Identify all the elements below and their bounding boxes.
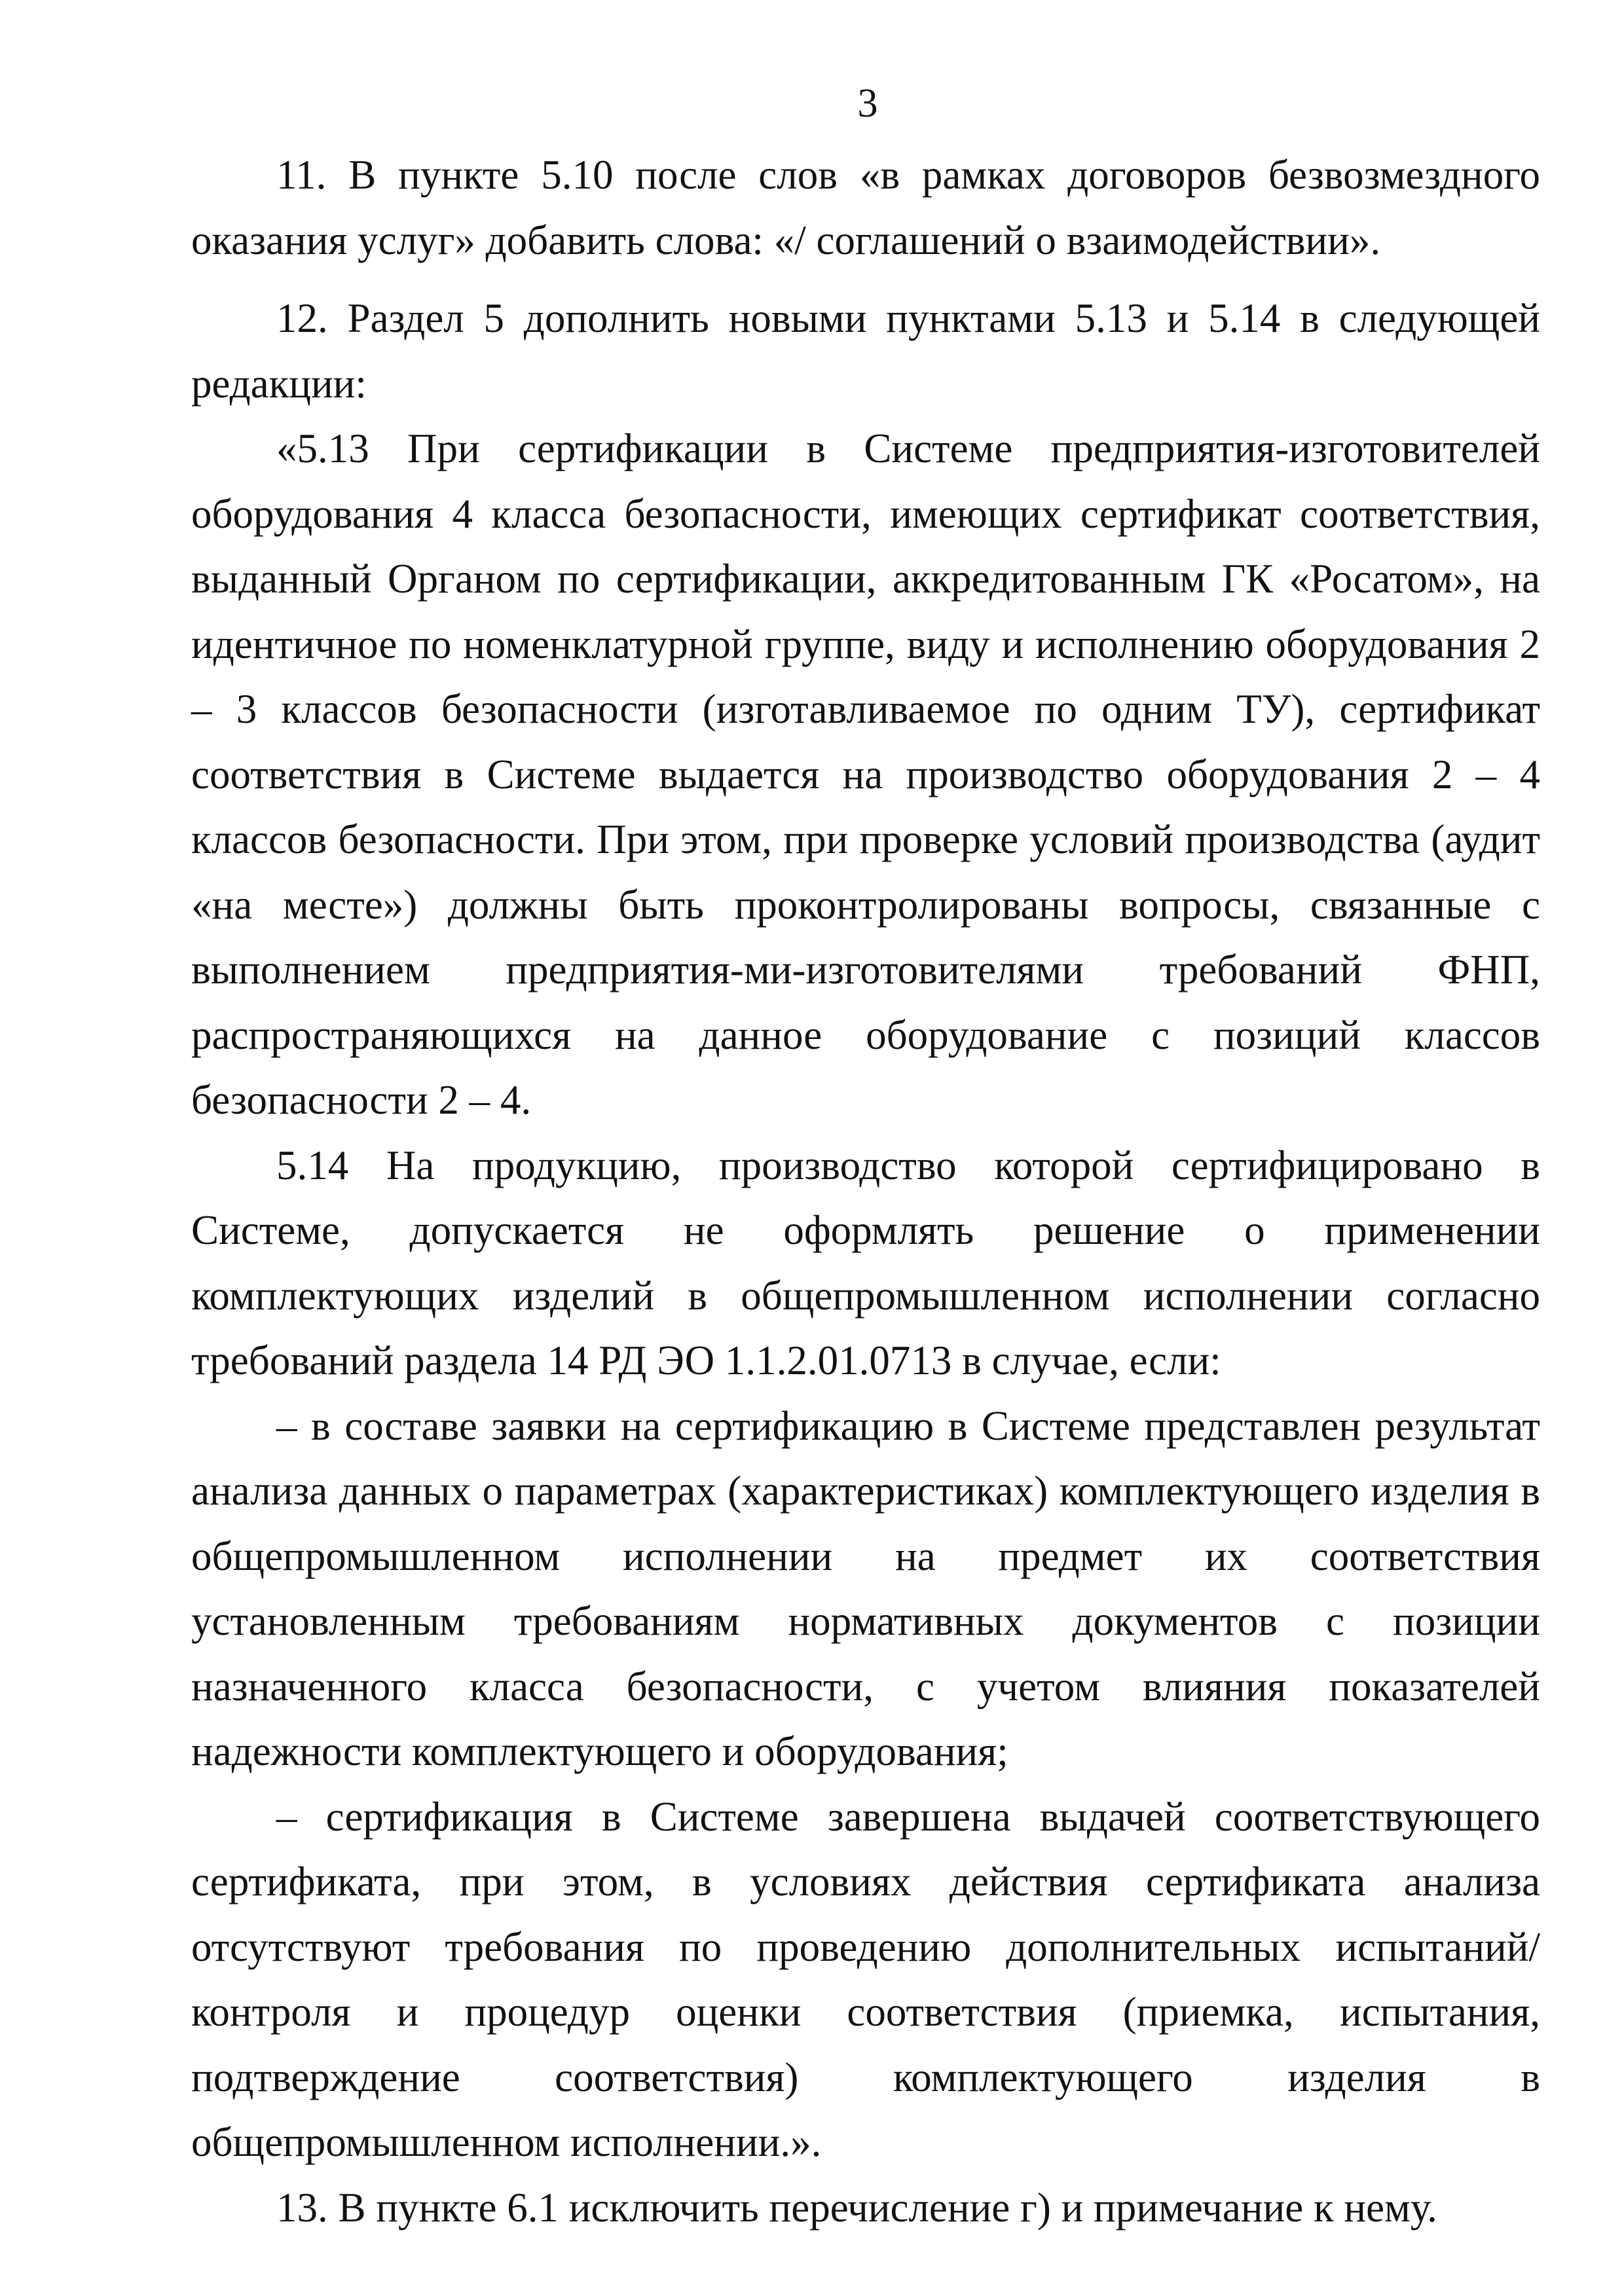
page-number: 3 <box>857 81 878 126</box>
document-body <box>191 143 1540 2240</box>
paragraph-item-13: 13. В пункте 6.1 исключить перечисление г) и примечание к нему. <box>276 2184 1437 2231</box>
paragraph-condition-2: – сертификация в Системе завершена выдачей соответствующего сертификата, при этом, в условиях действия сертификата анализа отсутствуют требования по проведению дополнительных испытаний/контроля и процедур оценки соответствия (приемка, испытания, подтверждение соответствия) комплектующего изделия в общепромышленном исполнении.». <box>191 1793 1540 2165</box>
paragraph-item-12: 12. Раздел 5 дополнить новыми пунктами 5.13 и 5.14 в следующей редакции: <box>191 295 1540 407</box>
paragraph-clause-5-14: 5.14 На продукцию, производство которой сертифицировано в Системе, допускается не оформлять решение о применении комплектующих изделий в общепромышленном исполнении согласно требований раздела 14 РД ЭО 1.1.2.01.0713 в случае, если: <box>191 1142 1540 1383</box>
paragraph-clause-5-13: «5.13 При сертификации в Системе предприятия-изготовителей оборудования 4 класса безопасности, имеющих сертификат соответствия, выданный Органом по сертификации, аккредитованным ГК «Росатом», на идентичное по номенклатурной группе, виду и исполнению оборудования 2 – 3 классов безопасности (изготавливаемое по одним ТУ), сертификат соответствия в Системе выдается на производство оборудования 2 – 4 классов безопасности. При этом, при проверке условий производства (аудит «на месте») должны быть проконтролированы вопросы, связанные с выполнением предприятия-ми-изготовителями требований ФНП, распространяющихся на данное оборудование с позиций классов безопасности 2 – 4. <box>191 426 1540 1123</box>
paragraph-item-11: 11. В пункте 5.10 после слов «в рамках договоров безвозмездного оказания услуг» добавить слова: «/ соглашений о взаимодействии». <box>191 152 1540 263</box>
paragraph-condition-1: – в составе заявки на сертификацию в Системе представлен результат анализа данных о параметрах (характеристиках) комплектующего изделия в общепромышленном исполнении на предмет их соответствия установленным требованиям нормативных документов с позиции назначенного класса безопасности, с учетом влияния показателей надежности комплектующего и оборудования; <box>191 1402 1540 1774</box>
